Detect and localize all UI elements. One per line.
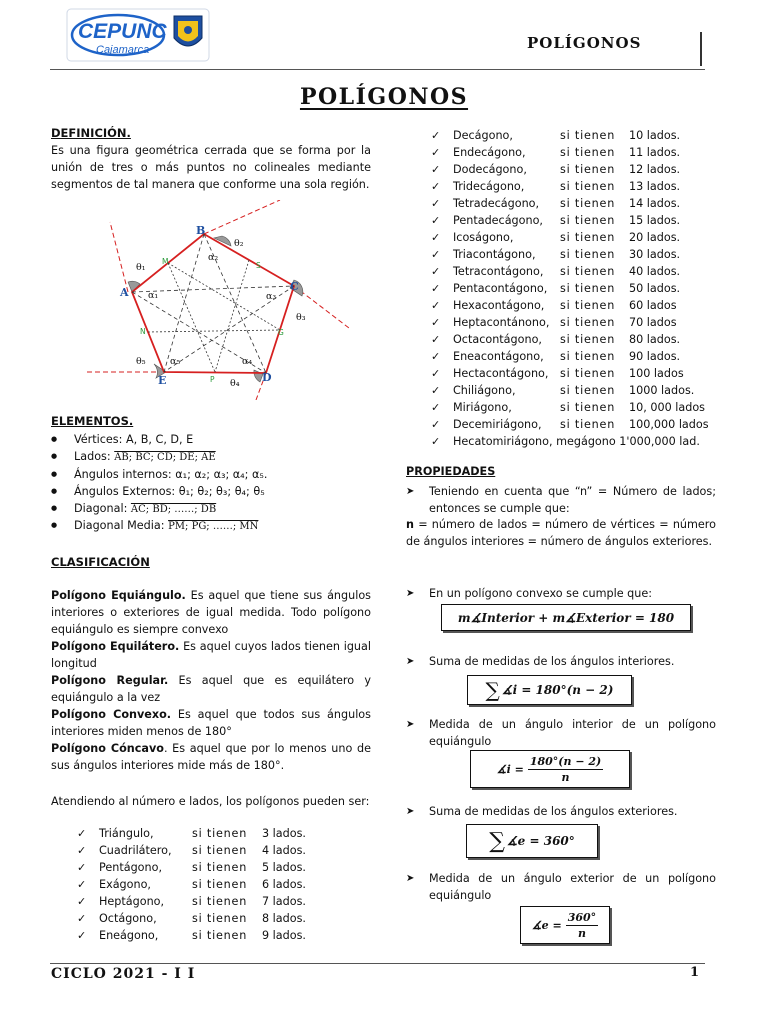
formula-box-sum-exterior: ∑ ∡e = 360° — [466, 824, 598, 858]
sum-icon: ∑ — [489, 828, 505, 854]
pentagon-diagram — [84, 200, 354, 400]
vertex-a: A — [120, 286, 129, 299]
sum-icon: ∑ — [485, 678, 500, 702]
label-theta-5: θ₅ — [136, 356, 146, 367]
vertex-d: D — [262, 371, 272, 384]
midpoint-p: P — [210, 375, 215, 384]
arrow-bullet-icon: ➤ — [406, 873, 415, 884]
list-item: ● Ángulos Externos: θ₁; θ₂; θ₃; θ₄; θ₅ — [51, 483, 381, 500]
arrow-bullet-icon: ➤ — [406, 806, 415, 817]
label-alpha-4: α₄ — [242, 356, 253, 367]
property-item: ➤ Suma de medidas de los ángulos exteriores. — [406, 805, 678, 818]
list-item: ● Diagonal: AC; BD; ……; DB — [51, 500, 381, 517]
arrow-bullet-icon: ➤ — [406, 588, 415, 599]
vertex-c: C — [290, 280, 299, 293]
mid-diagonal-mg — [168, 263, 280, 330]
list-item: ✓ Triacontágono, si tienen 30 lados. — [429, 246, 709, 263]
list-item: ✓ Tetradecágono, si tienen 14 lados. — [429, 195, 709, 212]
classification-definitions — [51, 587, 371, 774]
logo-text: CEPUNC — [78, 20, 167, 43]
list-item: ✓ Heptágono, si tienen 7 lados. — [75, 893, 306, 910]
list-item: ✓ Eneágono, si tienen 9 lados. — [75, 927, 306, 944]
classification-intro: Atendiendo al número e lados, los polígonos pueden ser: — [51, 795, 370, 808]
definition-title: DEFINICIÓN. — [51, 126, 131, 140]
property-item: ➤ Suma de medidas de los ángulos interiores. — [406, 655, 675, 668]
label-theta-3: θ₃ — [296, 312, 306, 323]
header-title: POLÍGONOS — [527, 34, 642, 52]
list-item: ✓ Decágono, si tienen 10 lados. — [429, 127, 709, 144]
list-item: ● Vértices: A, B, C, D, E — [51, 431, 381, 448]
list-item: ✓ Chiliágono, si tienen 1000 lados. — [429, 382, 709, 399]
formula-box-interior-angle: ∡i = $\frac{180^\circ(n - 2)}{n}$ — [470, 750, 630, 788]
classification-item: Polígono Regular. Es aquel que es equilátero y equiángulo a la vez — [51, 674, 371, 704]
midpoint-g: G — [278, 328, 284, 337]
property-n-definition: n = número de lados = número de vértices = número de ángulos interiores = número de ángulos exteriores. — [406, 518, 716, 548]
page-title: POLÍGONOS — [299, 84, 469, 110]
midpoint-n: N — [140, 327, 146, 336]
list-item: ✓ Eneacontágono, si tienen 90 lados. — [429, 348, 709, 365]
list-item: ✓ Exágono, si tienen 6 lados. — [75, 876, 306, 893]
list-item: ✓ Hectacontágono, si tienen 100 lados — [429, 365, 709, 382]
classification-item: Polígono Convexo. Es aquel que todos sus ángulos interiores miden menos de 180° — [51, 708, 371, 738]
label-alpha-1: α₁ — [148, 290, 159, 301]
property-item: ➤ Medida de un ángulo exterior de un polígono equiángulo — [406, 872, 716, 902]
formula-box-sum-interior: ∑ ∡i = 180°(n − 2) — [467, 675, 632, 705]
formula-box-interior-exterior: m∡Interior + m∡Exterior = 180 — [441, 604, 691, 631]
list-item: ✓ Hecatomiriágono, megágono 1'000,000 lad. — [429, 433, 709, 450]
arrow-bullet-icon: ➤ — [406, 719, 415, 730]
list-item: ✓ Heptacontánono, si tienen 70 lados — [429, 314, 709, 331]
list-item: ✓ Decemiriágono, si tienen 100,000 lados — [429, 416, 709, 433]
list-item: ✓ Tridecágono, si tienen 13 lados. — [429, 178, 709, 195]
polygon-list-right — [429, 127, 709, 450]
list-item: ✓ Triángulo, si tienen 3 lados. — [75, 825, 306, 842]
property-item: ➤ En un polígono convexo se cumple que: — [406, 587, 653, 600]
formula-box-exterior-angle: ∡e = $\frac{360^\circ}{n}$ — [520, 906, 610, 944]
list-item: ✓ Tetracontágono, si tienen 40 lados. — [429, 263, 709, 280]
list-item: ● Ángulos internos: α₁; α₂; α₃; α₄; α₅. — [51, 466, 381, 483]
footer-rule — [50, 963, 705, 964]
polygon-list-left — [75, 825, 306, 944]
classification-item: Polígono Equiángulo. Es aquel que tiene sus ángulos interiores o exteriores de igual medida. Todo polígono equiángulo es siempre convexo — [51, 589, 371, 636]
list-item: ✓ Pentágono, si tienen 5 lados. — [75, 859, 306, 876]
properties-title: PROPIEDADES — [406, 465, 496, 478]
midpoint-s: S — [256, 261, 261, 270]
property-item: ➤ Teniendo en cuenta que “n” = Número de lados; entonces se cumple que: — [406, 485, 716, 515]
label-theta-4: θ₄ — [230, 378, 240, 389]
midpoint-m: M — [162, 257, 169, 266]
label-alpha-2: α₂ — [208, 252, 219, 263]
list-item: ● Lados: AB; BC; CD; DE; AE — [51, 448, 381, 465]
classification-item: Polígono Cóncavo. Es aquel que por lo menos uno de sus ángulos interiores mide más de 180°. — [51, 742, 371, 772]
list-item: ✓ Endecágono, si tienen 11 lados. — [429, 144, 709, 161]
cepunc-logo — [66, 8, 210, 62]
list-item: ✓ Pentacontágono, si tienen 50 lados. — [429, 280, 709, 297]
mid-diagonal-ng — [148, 330, 280, 332]
shield-icon — [174, 16, 202, 46]
arrow-bullet-icon: ➤ — [406, 486, 415, 497]
label-alpha-5: α₅ — [170, 356, 181, 367]
elements-title: ELEMENTOS. — [51, 414, 134, 428]
elements-list — [51, 431, 381, 535]
page-number: 1 — [690, 965, 700, 980]
diagonal-be — [164, 234, 204, 372]
list-item: ✓ Pentadecágono, si tienen 15 lados. — [429, 212, 709, 229]
list-item: ✓ Icoságono, si tienen 20 lados. — [429, 229, 709, 246]
list-item: ✓ Octágono, si tienen 8 lados. — [75, 910, 306, 927]
list-item: ✓ Hexacontágono, si tienen 60 lados — [429, 297, 709, 314]
arrow-bullet-icon: ➤ — [406, 656, 415, 667]
header-divider — [700, 32, 702, 66]
header-rule — [50, 69, 705, 70]
logo-subtext: Cajamarca — [96, 44, 150, 56]
definition-text: Es una figura geométrica cerrada que se forma por la unión de tres o más puntos no colineales mediante segmentos de tal manera que conforme una sola región. — [51, 144, 371, 191]
extension-line-a — [110, 222, 128, 292]
vertex-b: B — [196, 224, 206, 237]
label-alpha-3: α₃ — [266, 291, 277, 302]
extension-line-b — [204, 200, 280, 234]
footer-cycle: CICLO 2021 - I I — [51, 966, 196, 982]
list-item: ✓ Cuadrilátero, si tienen 4 lados. — [75, 842, 306, 859]
list-item: ● Diagonal Media: PM; PG; ……; MN — [51, 517, 381, 534]
property-item: ➤ Medida de un ángulo interior de un polígono equiángulo — [406, 718, 716, 748]
label-theta-2: θ₂ — [234, 238, 244, 249]
classification-title: CLASIFICACIÓN — [51, 555, 150, 569]
classification-item: Polígono Equilátero. Es aquel cuyos lados tienen igual longitud — [51, 640, 371, 670]
list-item: ✓ Miriágono, si tienen 10, 000 lados — [429, 399, 709, 416]
list-item: ✓ Dodecágono, si tienen 12 lados. — [429, 161, 709, 178]
list-item: ✓ Octacontágono, si tienen 80 lados. — [429, 331, 709, 348]
vertex-e: E — [158, 374, 167, 387]
label-theta-1: θ₁ — [136, 262, 146, 273]
